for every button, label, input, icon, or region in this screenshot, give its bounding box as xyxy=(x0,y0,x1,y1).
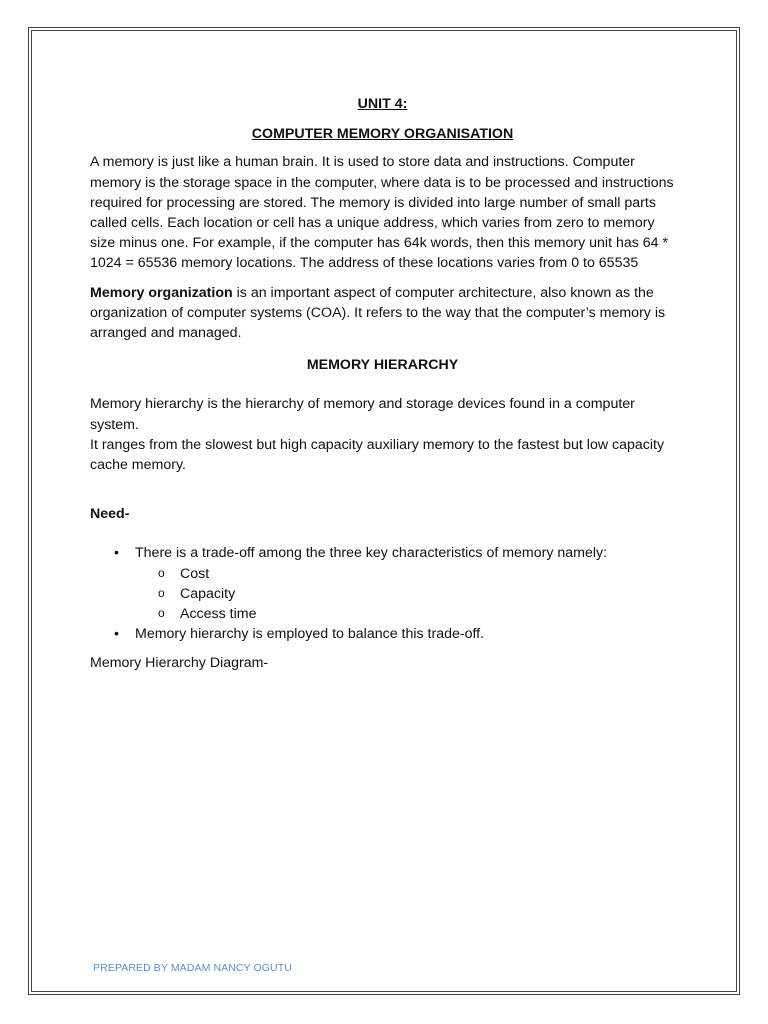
bullet-text: There is a trade-off among the three key characteristics of memory namely: xyxy=(135,545,608,562)
bullet-item xyxy=(135,543,675,624)
organization-paragraph xyxy=(90,283,675,344)
memory-hierarchy-heading: MEMORY HIERARCHY xyxy=(306,357,459,374)
need-heading: Need- xyxy=(90,506,130,523)
organization-term: Memory organization xyxy=(90,284,233,301)
bullet-item: • Memory hierarchy is employed to balance this trade-off. xyxy=(135,624,675,644)
sub-bullet-item: o Access time xyxy=(180,604,675,624)
characteristics-list xyxy=(135,564,675,625)
organization-description: is an important aspect of computer architecture, also known as the organization of computer systems (COA). It refers to the way that the computer’s memory is arranged and managed. xyxy=(90,284,666,342)
sub-bullet-item: o Cost xyxy=(180,564,675,584)
hierarchy-definition: Memory hierarchy is the hierarchy of memory and storage devices found in a computer system. xyxy=(90,396,635,433)
hierarchy-range: It ranges from the slowest but high capacity auxiliary memory to the fastest but low capacity cache memory. xyxy=(90,436,665,474)
need-bullet-list xyxy=(90,543,675,644)
unit-title: UNIT 4: xyxy=(357,96,408,112)
sub-bullet-item: o Capacity xyxy=(180,584,675,604)
page-footer: PREPARED BY MADAM NANCY OGUTU xyxy=(93,962,292,974)
intro-paragraph: A memory is just like a human brain. It is used to store data and instructions. Computer memory is the storage space in the computer, where data is to be processed and instructions required for processing are stored. The memory is divided into large number of small parts called cells. Each location or cell has a unique address, which varies from zero to memory size minus one. For example, if the computer has 64k words, then this memory unit has 64 * 1024 = 65536 memory locations. The address of these locations varies from 0 to 65535 xyxy=(90,154,674,272)
document-title: COMPUTER MEMORY ORGANISATION xyxy=(251,126,514,143)
diagram-caption: Memory Hierarchy Diagram- xyxy=(90,655,269,672)
document-body xyxy=(90,94,675,674)
